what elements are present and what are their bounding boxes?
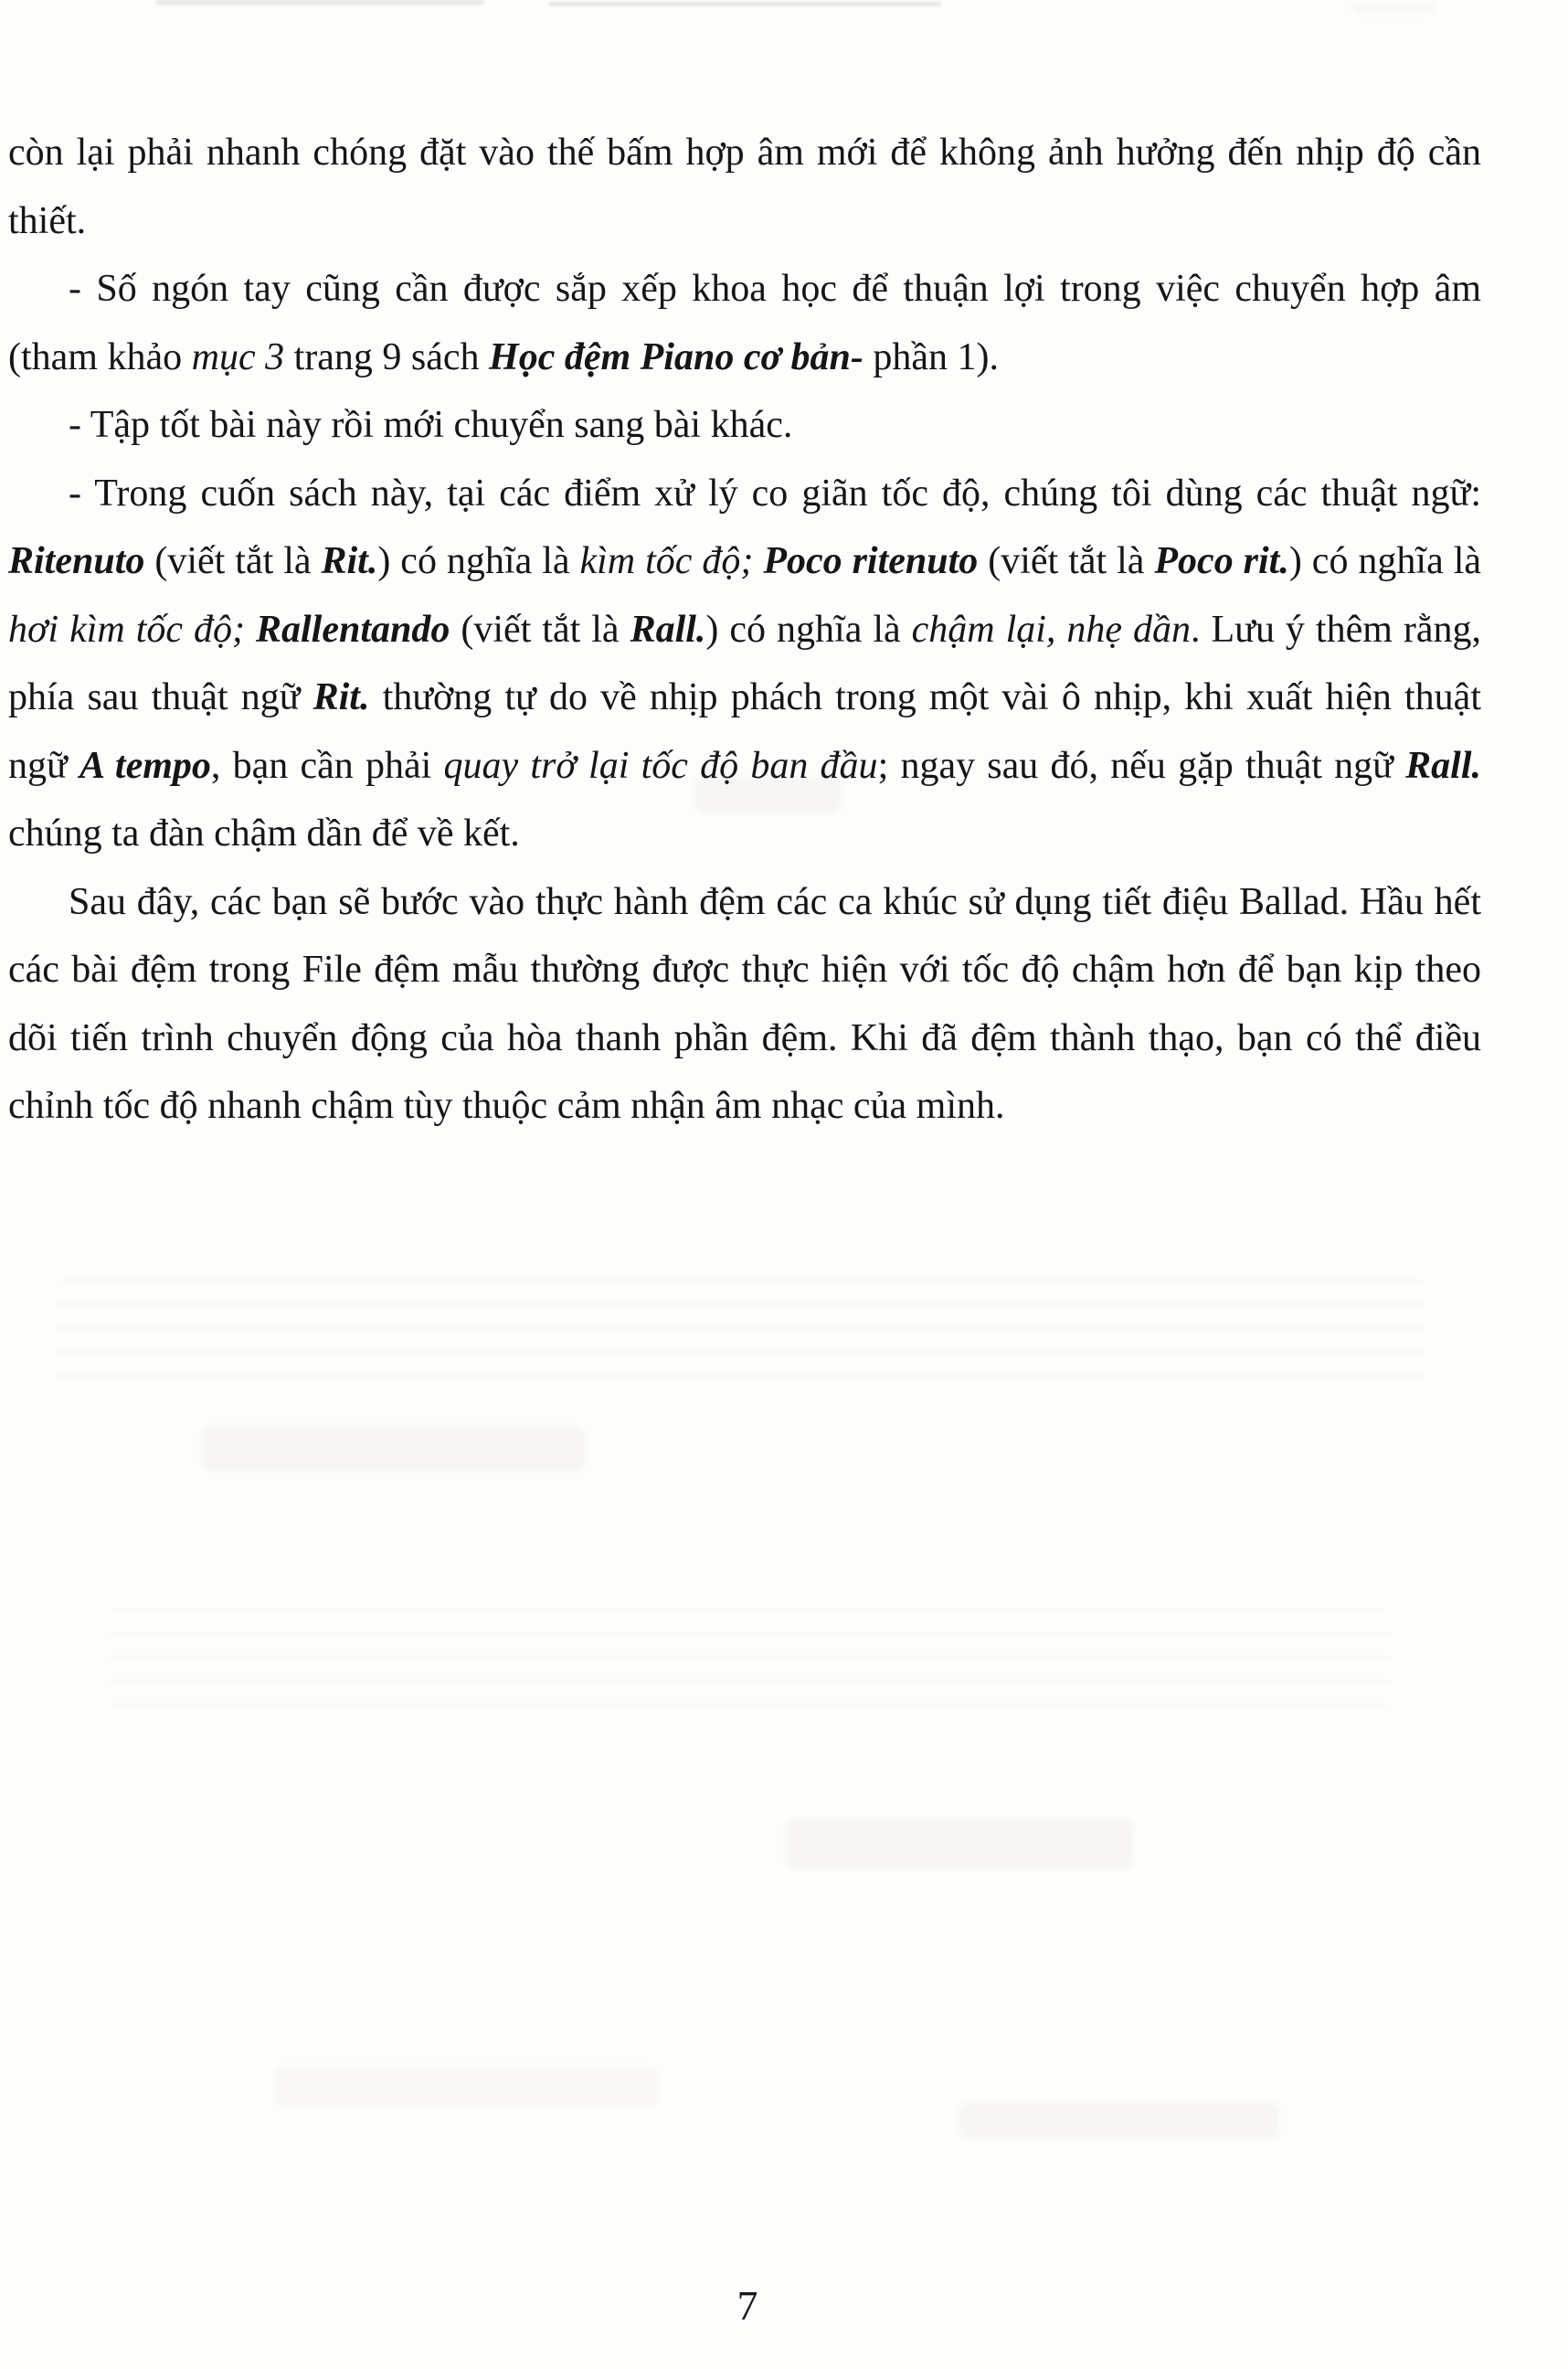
text-run: còn lại phải nhanh chóng đặt vào thế bấm hợp âm mới để không ảnh hưởng đến nhịp độ cần thiết. <box>8 132 1481 242</box>
text-run: Sau đây, các bạn sẽ bước vào thực hành đệm các ca khúc sử dụng tiết điệu Ballad. Hầu hết các bài đệm trong File đệm mẫu thường được thực hiện với tốc độ chậm hơn để bạn kịp theo dõi tiến trình chuyển động của hòa thanh phần đệm. Khi đã đệm thành thạo, bạn có thể điều chỉnh tốc độ nhanh chậm tùy thuộc cảm nhận âm nhạc của mình. <box>8 880 1481 1127</box>
text-run: chúng ta đàn chậm dần để về kết. <box>8 813 520 855</box>
text-run: thường tự do về nhịp phách trong một vài ô nhịp, khi xuất hiện thuật ngữ <box>8 676 1481 787</box>
text-run: (viết tắt là <box>144 540 322 582</box>
bleed-through-artifact <box>959 2102 1279 2139</box>
text-run: Poco rit. <box>1154 540 1289 582</box>
paragraph <box>8 868 1481 1141</box>
text-run: kìm tốc độ; <box>579 540 764 582</box>
text-run: - Trong cuốn sách này, tại các điểm xử lý co giãn tốc độ, chúng tôi dùng các thuật ngữ: <box>69 472 1481 515</box>
text-run: ) có nghĩa là <box>1288 540 1481 582</box>
scan-artifact <box>548 2 941 6</box>
text-run: chậm lại, nhẹ dần <box>911 608 1192 651</box>
text-run: ; ngay sau đó, nếu gặp thuật ngữ <box>877 744 1406 787</box>
paragraph <box>8 391 1481 460</box>
page-number: 7 <box>736 2282 758 2329</box>
text-run: hơi kìm tốc độ; <box>8 608 256 651</box>
text-run: Rall. <box>630 608 706 651</box>
text-run: Học đệm Piano cơ bản- <box>489 335 863 378</box>
text-run: (viết tắt là <box>450 608 630 651</box>
text-run: - Tập tốt bài này rồi mới chuyển sang bài khác. <box>69 404 793 446</box>
page-body-text <box>8 119 1481 1141</box>
bleed-through-artifact <box>786 1819 1133 1869</box>
text-run: ) có nghĩa là <box>377 540 580 582</box>
text-run: quay trở lại tốc độ ban đầu <box>443 744 878 787</box>
text-run: A tempo <box>79 744 211 787</box>
text-run: Rit. <box>321 540 378 582</box>
scan-artifact <box>155 0 484 5</box>
text-run: , bạn cần phải <box>210 744 444 787</box>
text-run: Poco ritenuto <box>763 540 979 582</box>
text-run: Rall. <box>1405 744 1482 787</box>
text-run: Ritenuto <box>8 540 145 582</box>
bleed-through-artifact <box>201 1426 585 1471</box>
bleed-through-artifact <box>55 1280 1425 1389</box>
text-run: - Số ngón tay cũng cần được sắp xếp khoa học để thuận lợi trong việc chuyển hợp âm (tham khảo <box>8 268 1481 378</box>
text-run: phần 1). <box>863 335 999 378</box>
paragraph <box>8 255 1481 391</box>
bleed-through-artifact <box>110 1609 1389 1709</box>
paragraph <box>8 460 1481 868</box>
text-run: trang 9 sách <box>284 335 490 378</box>
text-run: Rit. <box>313 676 370 718</box>
text-run: (viết tắt là <box>978 540 1155 582</box>
text-run: mục 3 <box>191 335 285 378</box>
scan-artifact <box>1352 2 1435 15</box>
text-run: Rallentando <box>255 608 450 651</box>
text-run: . Lưu ý thêm rằng, phía sau thuật ngữ <box>8 608 1482 718</box>
text-run: ) có nghĩa là <box>705 608 912 651</box>
paragraph <box>8 119 1481 255</box>
bleed-through-artifact <box>274 2066 658 2107</box>
